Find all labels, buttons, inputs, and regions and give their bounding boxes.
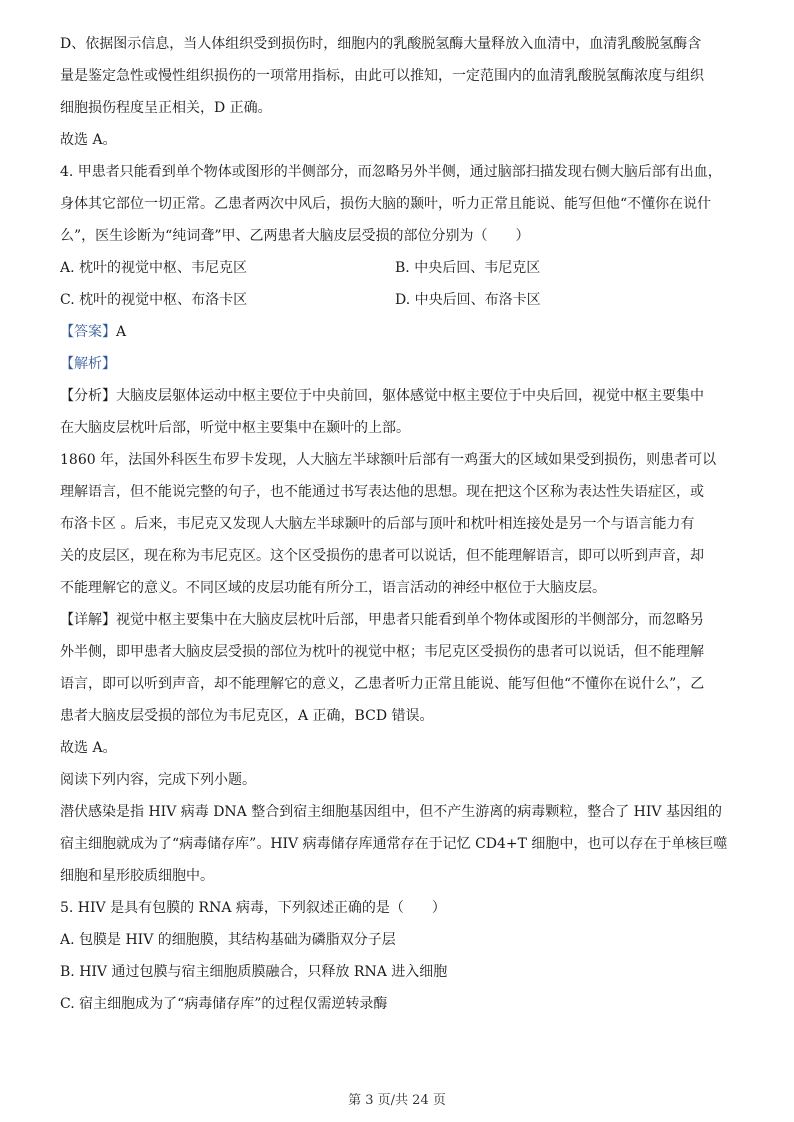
detail-line: 语言，即可以听到声音，却不能理解它的意义，乙患者听力正常且能说、能写但他“不懂你在说什么”，乙	[60, 676, 705, 692]
q5-option-b: B. HIV 通过包膜与宿主细胞质膜融合，只释放 RNA 进入细胞	[60, 964, 448, 980]
analysis-line: 在大脑皮层枕叶后部，听觉中枢主要集中在颞叶的上部。	[60, 420, 410, 436]
detail-line: 外半侧，即甲患者大脑皮层受损的部位为枕叶的视觉中枢；韦尼克区受损伤的患者可以说话，但不能理解	[60, 644, 704, 660]
analysis-line	[60, 386, 744, 418]
analysis-text: 大脑皮层躯体运动中枢主要位于中央前回，躯体感觉中枢主要位于中央后回，视觉中枢主要集中	[116, 388, 704, 404]
options-row	[60, 290, 744, 322]
answer-value: A	[116, 324, 127, 340]
analysis-line: 布洛卡区 。后来，韦尼克又发现人大脑左半球颞叶的后部与顶叶和枕叶相连接处是另一个与语言能力有	[60, 516, 695, 532]
option-a: A. 枕叶的视觉中枢、韦尼克区	[60, 260, 248, 276]
answer-tag: 【答案】	[60, 324, 116, 340]
analysis-line: 理解语言，但不能说完整的句子，也不能通过书写表达他的思想。现在把这个区称为表达性失语症区，或	[60, 484, 704, 500]
text-line: 细胞损伤程度呈正相关，D 正确。	[60, 100, 272, 116]
text-line: 量是鉴定急性或慢性组织损伤的一项常用指标，由此可以推知，一定范围内的血清乳酸脱氢酶浓度与组织	[60, 68, 704, 84]
passage-line: 细胞和星形胶质细胞中。	[60, 868, 214, 884]
analysis-line: 1860 年，法国外科医生布罗卡发现，人大脑左半球额叶后部有一鸡蛋大的区域如果受到损伤，则患者可以	[60, 452, 717, 468]
detail-line	[60, 610, 744, 642]
page-content	[60, 34, 744, 1026]
page-number: 第 3 页/共 24 页	[348, 1093, 446, 1108]
analysis-tag: 【解析】	[60, 356, 116, 372]
analysis-line: 关的皮层区，现在称为韦尼克区。这个区受损伤的患者可以说话，但不能理解语言，即可以听到声音，却	[60, 548, 704, 564]
question-4-stem: 4. 甲患者只能看到单个物体或图形的半侧部分，而忽略另外半侧，通过脑部扫描发现右侧大脑后部有出血，	[60, 164, 722, 180]
analysis-heading	[60, 354, 744, 386]
text-line: 身体其它部位一切正常。乙患者两次中风后，损伤大脑的颞叶，听力正常且能说、能写但他“不懂你在说什	[60, 196, 712, 212]
q5-option-c: C. 宿主细胞成为了“病毒储存库”的过程仅需逆转录酶	[60, 996, 388, 1012]
passage-line: 宿主细胞就成为了“病毒储存库”。HIV 病毒储存库通常存在于记忆 CD4+T 细胞中，也可以存在于单核巨噬	[60, 836, 728, 852]
question-5-stem: 5. HIV 是具有包膜的 RNA 病毒，下列叙述正确的是（ ）	[60, 900, 446, 916]
text-line: 故选 A。	[60, 132, 117, 148]
analysis-sub-tag: 【分析】	[60, 388, 116, 404]
detail-text: 视觉中枢主要集中在大脑皮层枕叶后部，甲患者只能看到单个物体或图形的半侧部分，而忽略另	[116, 612, 704, 628]
analysis-line: 不能理解它的意义。不同区域的皮层功能有所分工，语言活动的神经中枢位于大脑皮层。	[60, 580, 606, 596]
option-c: C. 枕叶的视觉中枢、布洛卡区	[60, 292, 248, 308]
text-line: D、依据图示信息，当人体组织受到损伤时，细胞内的乳酸脱氢酶大量释放入血清中，血清乳酸脱氢酶含	[60, 36, 702, 52]
passage-line: 潜伏感染是指 HIV 病毒 DNA 整合到宿主细胞基因组中，但不产生游离的病毒颗粒，整合了 HIV 基因组的	[60, 804, 722, 820]
detail-line: 患者大脑皮层受损的部位为韦尼克区，A 正确，BCD 错误。	[60, 708, 434, 724]
option-d: D. 中央后回、布洛卡区	[395, 292, 541, 308]
answer-line	[60, 322, 744, 354]
reading-instruction: 阅读下列内容，完成下列小题。	[60, 772, 256, 788]
text-line: 么”，医生诊断为“纯词聋”甲、乙两患者大脑皮层受损的部位分别为（ ）	[60, 228, 530, 244]
detail-tag: 【详解】	[60, 612, 116, 628]
option-b: B. 中央后回、韦尼克区	[395, 260, 541, 276]
options-row	[60, 258, 744, 290]
q5-option-a: A. 包膜是 HIV 的细胞膜，其结构基础为磷脂双分子层	[60, 932, 396, 948]
detail-line: 故选 A。	[60, 740, 117, 756]
